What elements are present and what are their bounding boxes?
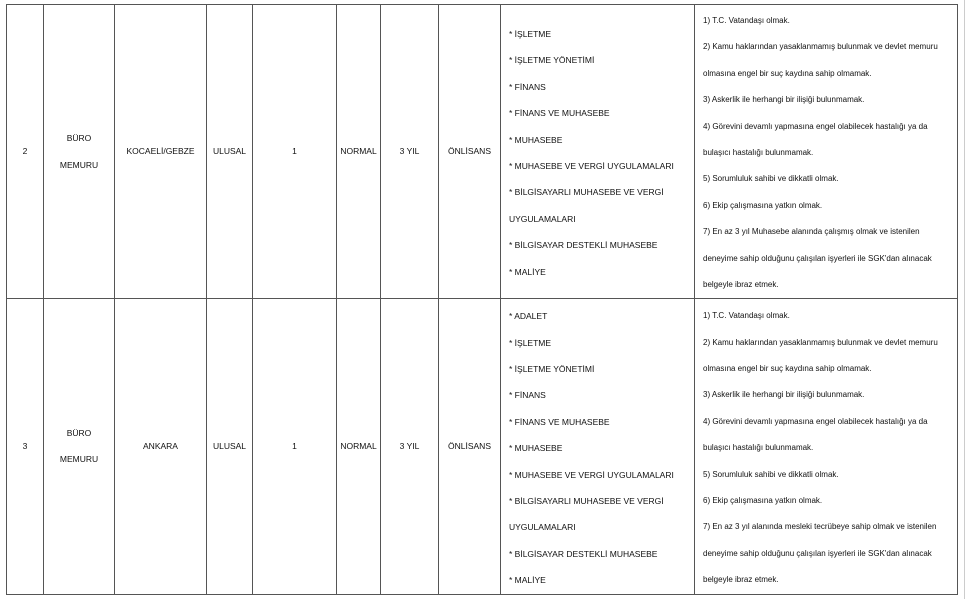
department-line: * BİLGİSAYAR DESTEKLİ MUHASEBE — [509, 240, 658, 251]
requirement-line: belgeyle ibraz etmek. — [703, 279, 779, 289]
requirement-line: 4) Görevini devamlı yapmasına engel olabilecek hastalığı ya da — [703, 121, 928, 131]
requirement-line: 6) Ekip çalışmasına yatkın olmak. — [703, 200, 823, 210]
table-row — [7, 5, 958, 299]
department-line: * BİLGİSAYAR DESTEKLİ MUHASEBE — [509, 548, 658, 559]
requirements-cell — [695, 299, 958, 594]
requirement-line: bulaşıcı hastalığı bulunmamak. — [703, 443, 814, 453]
department-line: * BİLGİSAYARLI MUHASEBE VE VERGİ — [509, 187, 664, 198]
department-line: * MUHASEBE VE VERGİ UYGULAMALARI — [509, 160, 674, 171]
position-line: BÜRO — [66, 133, 92, 144]
experience-cell: 3 YIL — [381, 299, 439, 594]
department-line: UYGULAMALARI — [509, 213, 576, 224]
requirement-line: 1) T.C. Vatandaşı olmak. — [703, 16, 790, 25]
requirement-line: bulaşıcı hastalığı bulunmamak. — [703, 147, 814, 157]
requirement-line: 1) T.C. Vatandaşı olmak. — [703, 311, 790, 321]
table-body — [7, 5, 958, 595]
education-cell: ÖNLİSANS — [439, 5, 501, 299]
department-line: UYGULAMALARI — [509, 522, 576, 533]
requirement-line: olmasına engel bir suç kaydına sahip olmamak. — [703, 68, 872, 78]
department-line: * İŞLETME YÖNETİMİ — [509, 55, 595, 66]
department-line: * İŞLETME — [509, 337, 552, 348]
status-cell: NORMAL — [337, 5, 381, 299]
status-cell: NORMAL — [337, 299, 381, 594]
department-line: * İŞLETME YÖNETİMİ — [509, 364, 595, 375]
type-cell: ULUSAL — [207, 299, 253, 594]
education-cell: ÖNLİSANS — [439, 299, 501, 594]
department-line: * MALİYE — [509, 266, 546, 277]
requirements-cell — [695, 5, 958, 299]
requirement-line: 2) Kamu haklarından yasaklanmamış bulunmak ve devlet memuru — [703, 337, 938, 347]
requirement-line: belgeyle ibraz etmek. — [703, 575, 779, 585]
requirement-line: 2) Kamu haklarından yasaklanmamış bulunmak ve devlet memuru — [703, 42, 938, 52]
department-line: * İŞLETME — [509, 29, 552, 39]
requirement-line: 5) Sorumluluk sahibi ve dikkatli olmak. — [703, 469, 839, 479]
requirement-line: deneyime sahip olduğunu çalışılan işyerleri ile SGK'dan alınacak — [703, 253, 932, 263]
department-line: * ADALET — [509, 311, 548, 322]
requirement-line: 4) Görevini devamlı yapmasına engel olabilecek hastalığı ya da — [703, 416, 928, 426]
requirement-line: olmasına engel bir suç kaydına sahip olmamak. — [703, 364, 872, 374]
job-listing-table — [6, 4, 958, 595]
row-number: 3 — [7, 299, 44, 594]
department-line: * FİNANS — [509, 390, 546, 401]
department-line: * MUHASEBE VE VERGİ UYGULAMALARI — [509, 469, 674, 480]
type-cell: ULUSAL — [207, 5, 253, 299]
location-cell: KOCAELİ/GEBZE — [115, 5, 207, 299]
requirement-line: 7) En az 3 yıl alanında mesleki tecrübeye sahip olmak ve istenilen — [703, 522, 937, 532]
location-cell: ANKARA — [115, 299, 207, 594]
requirement-line: 5) Sorumluluk sahibi ve dikkatli olmak. — [703, 174, 839, 184]
requirement-line: 3) Askerlik ile herhangi bir ilişiği bulunmamak. — [703, 390, 865, 400]
position-line: BÜRO — [66, 428, 92, 439]
count-cell: 1 — [253, 299, 337, 594]
table-row — [7, 299, 958, 594]
department-line: * FİNANS — [509, 81, 546, 92]
position-line: MEMURU — [59, 159, 99, 170]
department-line: * MALİYE — [509, 575, 546, 586]
requirement-line: 3) Askerlik ile herhangi bir ilişiği bulunmamak. — [703, 95, 865, 105]
requirement-line: 6) Ekip çalışmasına yatkın olmak. — [703, 496, 823, 506]
department-line: * FİNANS VE MUHASEBE — [509, 108, 610, 119]
requirement-line: 7) En az 3 yıl Muhasebe alanında çalışmış olmak ve istenilen — [703, 227, 920, 237]
requirement-line: deneyime sahip olduğunu çalışılan işyerleri ile SGK'dan alınacak — [703, 548, 932, 558]
department-line: * MUHASEBE — [509, 134, 563, 145]
departments-cell — [501, 299, 695, 594]
position-cell — [44, 5, 115, 299]
position-cell — [44, 299, 115, 594]
position-line: MEMURU — [59, 454, 99, 465]
department-line: * BİLGİSAYARLI MUHASEBE VE VERGİ — [509, 496, 664, 507]
count-cell: 1 — [253, 5, 337, 299]
row-number: 2 — [7, 5, 44, 299]
experience-cell: 3 YIL — [381, 5, 439, 299]
department-line: * FİNANS VE MUHASEBE — [509, 416, 610, 427]
departments-cell — [501, 5, 695, 299]
department-line: * MUHASEBE — [509, 443, 563, 454]
